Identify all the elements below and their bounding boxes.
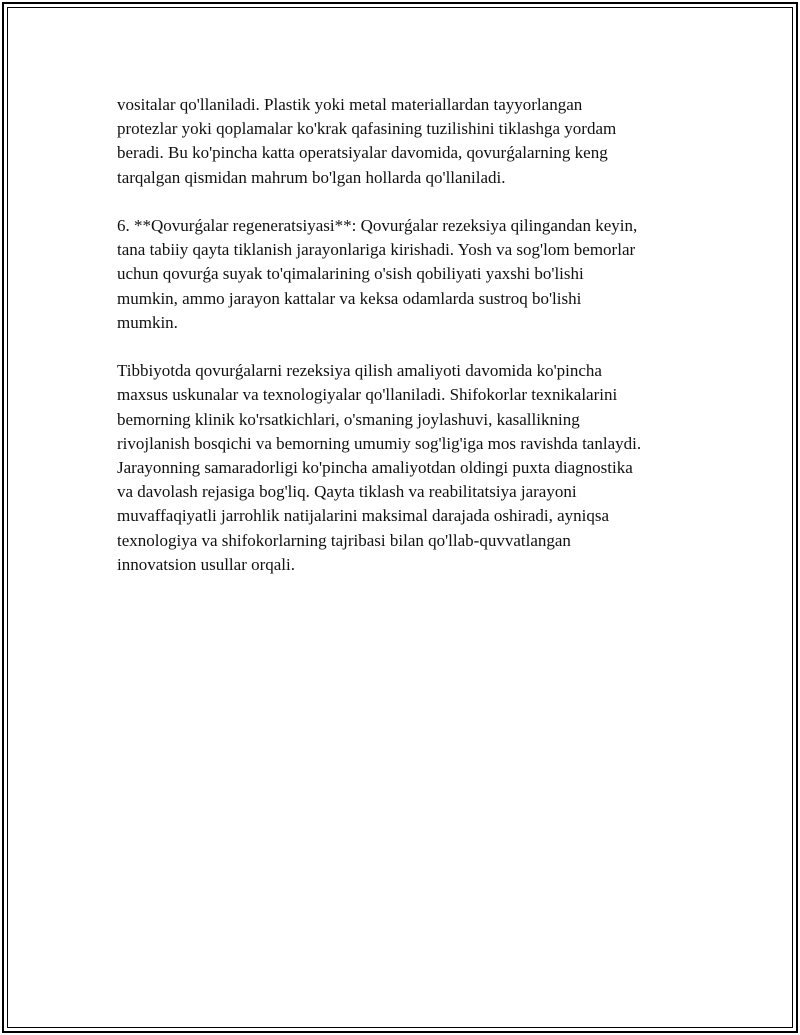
paragraph-medical-practice: Tibbiyotda qovurǵalarni rezeksiya qilish amaliyoti davomida ko'pincha maxsus uskunalar va texnologiyalar qo'llaniladi. Shifokorlar texnikalarini bemorning klinik ko'rsatkichlari, o'smaning joylashuvi, kasallikning rivojlanish bosqichi va bemorning umumiy sog'lig'iga mos ravishda tanlaydi. Jarayonning samaradorligi ko'pincha amaliyotdan oldingi puxta diagnostika va davolash rejasiga bog'liq. Qayta tiklash va reabilitatsiya jarayoni muvaffaqiyatli jarrohlik natijalarini maksimal darajada oshiradi, ayniqsa texnologiya va shifokorlarning tajribasi bilan qo'llab-quvvatlangan innovatsion usullar orqali. <box>117 361 642 574</box>
paragraph-rib-regeneration: 6. **Qovurǵalar regeneratsiyasi**: Qovurǵalar rezeksiya qilingandan keyin, tana tabiiy qayta tiklanish jarayonlariga kirishadi. Yosh va sog'lom bemorlar uchun qovurǵa suyak to'qimalarining o'sish qobiliyati yaxshi bo'lishi mumkin, ammo jarayon kattalar va keksa odamlarda sustroq bo'lishi mumkin. <box>117 216 638 332</box>
paragraph-prosthetics: vositalar qo'llaniladi. Plastik yoki metal materiallardan tayyorlangan protezlar yoki qoplamalar ko'krak qafasining tuzilishini tiklashga yordam beradi. Bu ko'pincha katta operatsiyalar davomida, qovurǵalarning keng tarqalgan qismidan mahrum bo'lgan hollarda qo'llaniladi. <box>117 95 617 187</box>
document-body <box>117 93 707 601</box>
